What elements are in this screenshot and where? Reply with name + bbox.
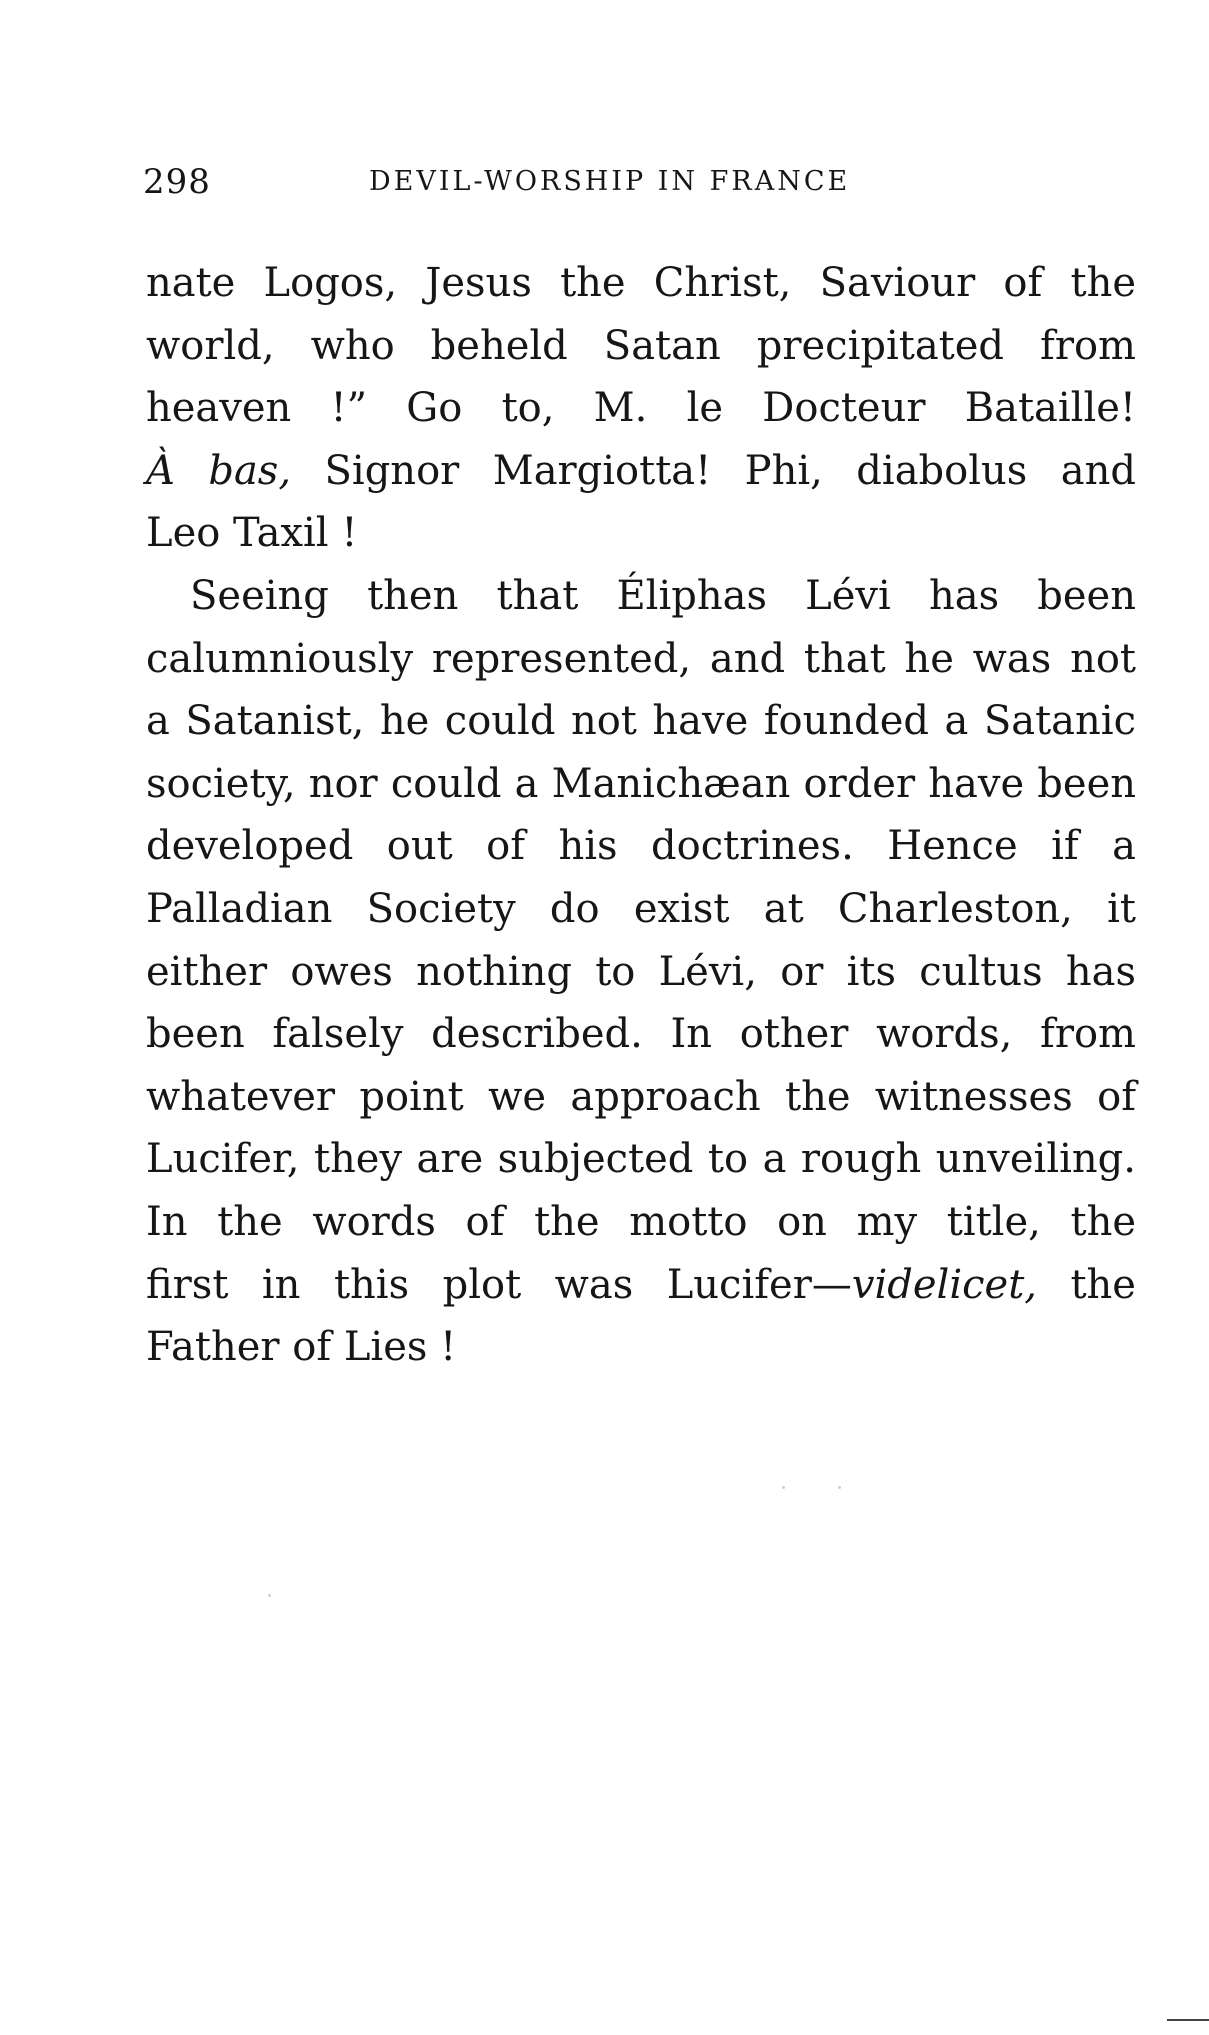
page-number: 298	[143, 162, 211, 202]
text-line: Seeing then that Éliphas Lévi has been	[190, 572, 1136, 619]
text-line: world, who beheld Satan precipitated from	[146, 322, 1136, 369]
text-line: In the words of the motto on my title, the	[146, 1198, 1136, 1245]
text-line: society, nor could a Manichæan order have been	[146, 760, 1136, 807]
text-line: Leo Taxil !	[146, 510, 358, 557]
text-line: whatever point we approach the witnesses of	[146, 1073, 1136, 1120]
paragraph-1	[146, 252, 1136, 565]
italic-phrase: À bas,	[146, 447, 292, 494]
page-body	[146, 252, 1136, 1379]
text-line: either owes nothing to Lévi, or its cultus has	[146, 948, 1136, 995]
text-span: first in this plot was Lucifer—	[146, 1261, 852, 1308]
scan-speck	[838, 1486, 841, 1489]
text-line: Father of Lies !	[146, 1324, 457, 1371]
running-head-title: DEVIL-WORSHIP IN FRANCE	[369, 166, 851, 197]
text-span: the	[1036, 1261, 1136, 1308]
text-line: Lucifer, they are subjected to a rough unveiling.	[146, 1136, 1136, 1183]
paragraph-2	[146, 565, 1136, 1379]
text-line: calumniously represented, and that he was not	[146, 635, 1136, 682]
italic-phrase: videlicet,	[851, 1261, 1037, 1308]
text-line: heaven !” Go to, M. le Docteur Bataille!	[146, 385, 1136, 432]
text-line	[146, 1254, 1136, 1317]
text-line: developed out of his doctrines. Hence if a	[146, 823, 1136, 870]
scan-speck	[782, 1486, 785, 1489]
text-line: a Satanist, he could not have founded a Satanic	[146, 698, 1136, 745]
text-line	[146, 440, 1136, 503]
text-line: been falsely described. In other words, from	[146, 1011, 1136, 1058]
scan-speck	[268, 1594, 271, 1597]
text-line: nate Logos, Jesus the Christ, Saviour of the	[146, 260, 1136, 306]
text-line: Palladian Society do exist at Charleston, it	[146, 885, 1136, 932]
running-header	[143, 162, 913, 210]
scan-edge-mark	[1167, 2019, 1209, 2021]
text-span: Signor Margiotta! Phi, diabolus and	[291, 447, 1137, 494]
